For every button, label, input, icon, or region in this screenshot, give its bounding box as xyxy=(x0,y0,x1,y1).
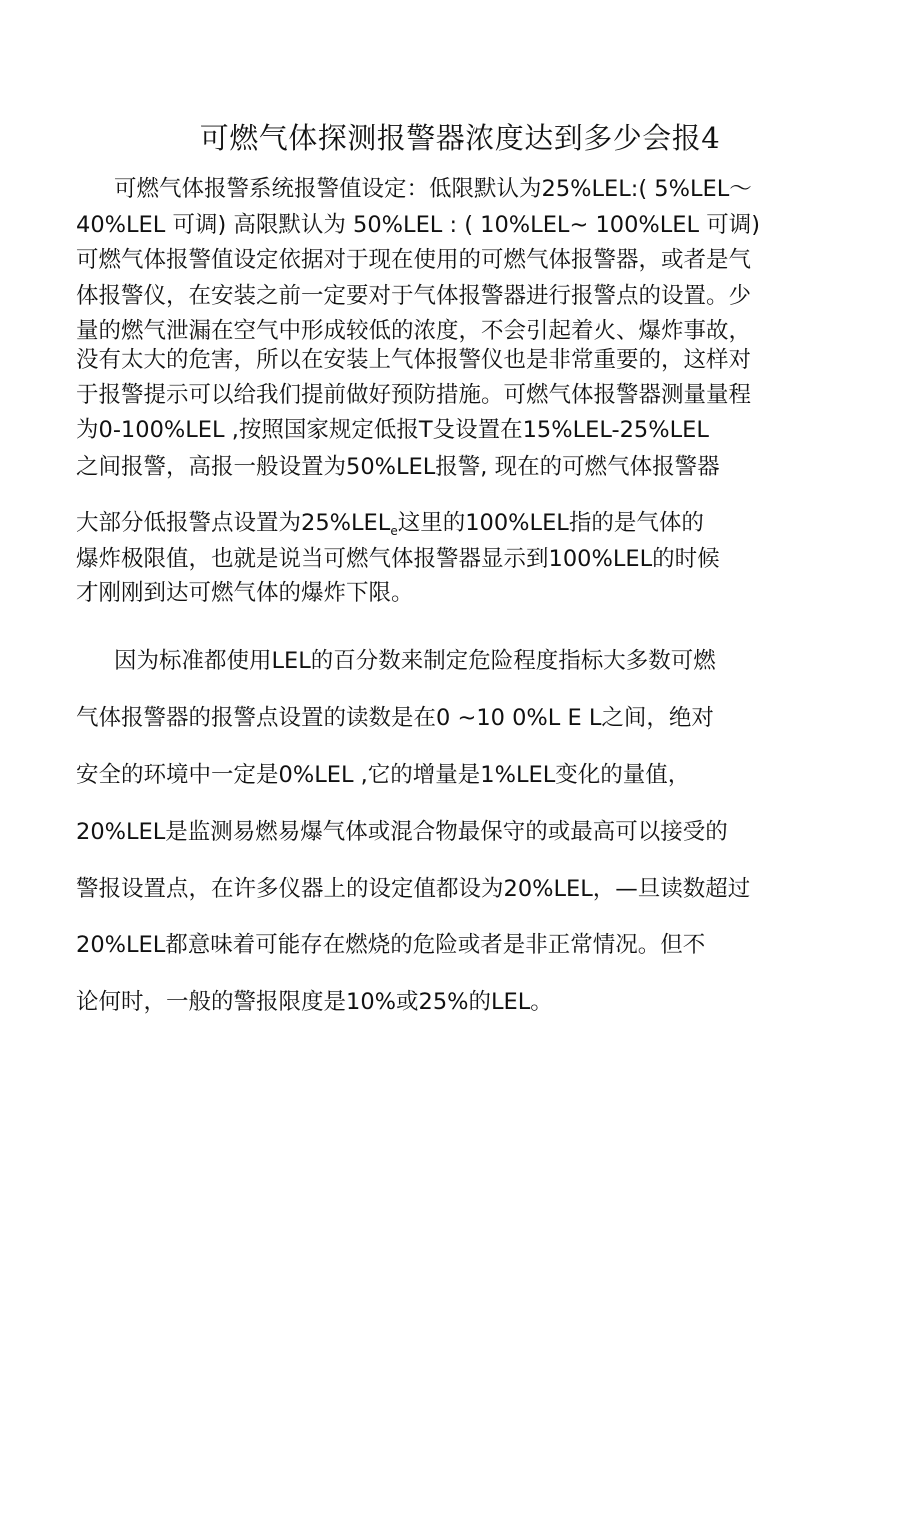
paragraph-line: 才刚刚到达可燃气体的爆炸下限。 xyxy=(76,580,414,606)
line-text: 这里的100%LEL指的是气体的 xyxy=(397,510,704,536)
paragraph-line: 警报设置点，在许多仪器上的设定值都设为20%LEL，—旦读数超过 xyxy=(76,876,751,902)
line-text: 大部分低报警点设置为25%LEL xyxy=(76,510,391,536)
paragraph-line: 因为标准都使用LEL的百分数来制定危险程度指标大多数可燃 xyxy=(114,648,716,674)
paragraph-line: 安全的环境中一定是0%LEL ,它的增量是1%LEL变化的量值， xyxy=(76,762,691,788)
paragraph-line: 20%LEL是监测易燃易爆气体或混合物最保守的或最高可以接受的 xyxy=(76,819,728,845)
subscript-text: e xyxy=(390,524,398,538)
paragraph-line: 可燃气体报警系统报警值设定：低限默认为25%LEL:( 5%LEL～ xyxy=(114,176,752,202)
paragraph-line: 体报警仪，在安装之前一定要对于气体报警器进行报警点的设置。少 xyxy=(76,283,752,309)
paragraph-line: 为0-100%LEL ,按照国家规定低报T殳设置在15%LEL-25%LEL xyxy=(76,417,709,443)
paragraph-line: 于报警提示可以给我们提前做好预防措施。可燃气体报警器测量量程 xyxy=(76,382,752,408)
paragraph-line: 气体报警器的报警点设置的读数是在0 ~10 0%L E L之间，绝对 xyxy=(76,705,714,731)
paragraph-line: 论何时，一般的警报限度是10%或25%的LEL。 xyxy=(76,989,553,1015)
paragraph-line: 之间报警，高报一般设置为50%LEL报警, 现在的可燃气体报警器 xyxy=(76,454,720,480)
document-title: 可燃气体探测报警器浓度达到多少会报4 xyxy=(199,121,721,155)
paragraph-line: 可燃气体报警值设定依据对于现在使用的可燃气体报警器，或者是气 xyxy=(76,247,752,273)
paragraph-line: 量的燃气泄漏在空气中形成较低的浓度，不会引起着火、爆炸事故， xyxy=(76,318,752,344)
paragraph-line xyxy=(76,508,704,546)
paragraph-line: 爆炸极限值，也就是说当可燃气体报警器显示到100%LEL的时候 xyxy=(76,546,720,572)
paragraph-line: 没有太大的危害，所以在安装上气体报警仪也是非常重要的，这样对 xyxy=(76,347,752,373)
paragraph-line: 20%LEL都意味着可能存在燃烧的危险或者是非正常情况。但不 xyxy=(76,932,706,958)
paragraph-line: 40%LEL 可调) 高限默认为 50%LEL : ( 10%LEL~ 100%LEL 可调) xyxy=(76,212,760,238)
